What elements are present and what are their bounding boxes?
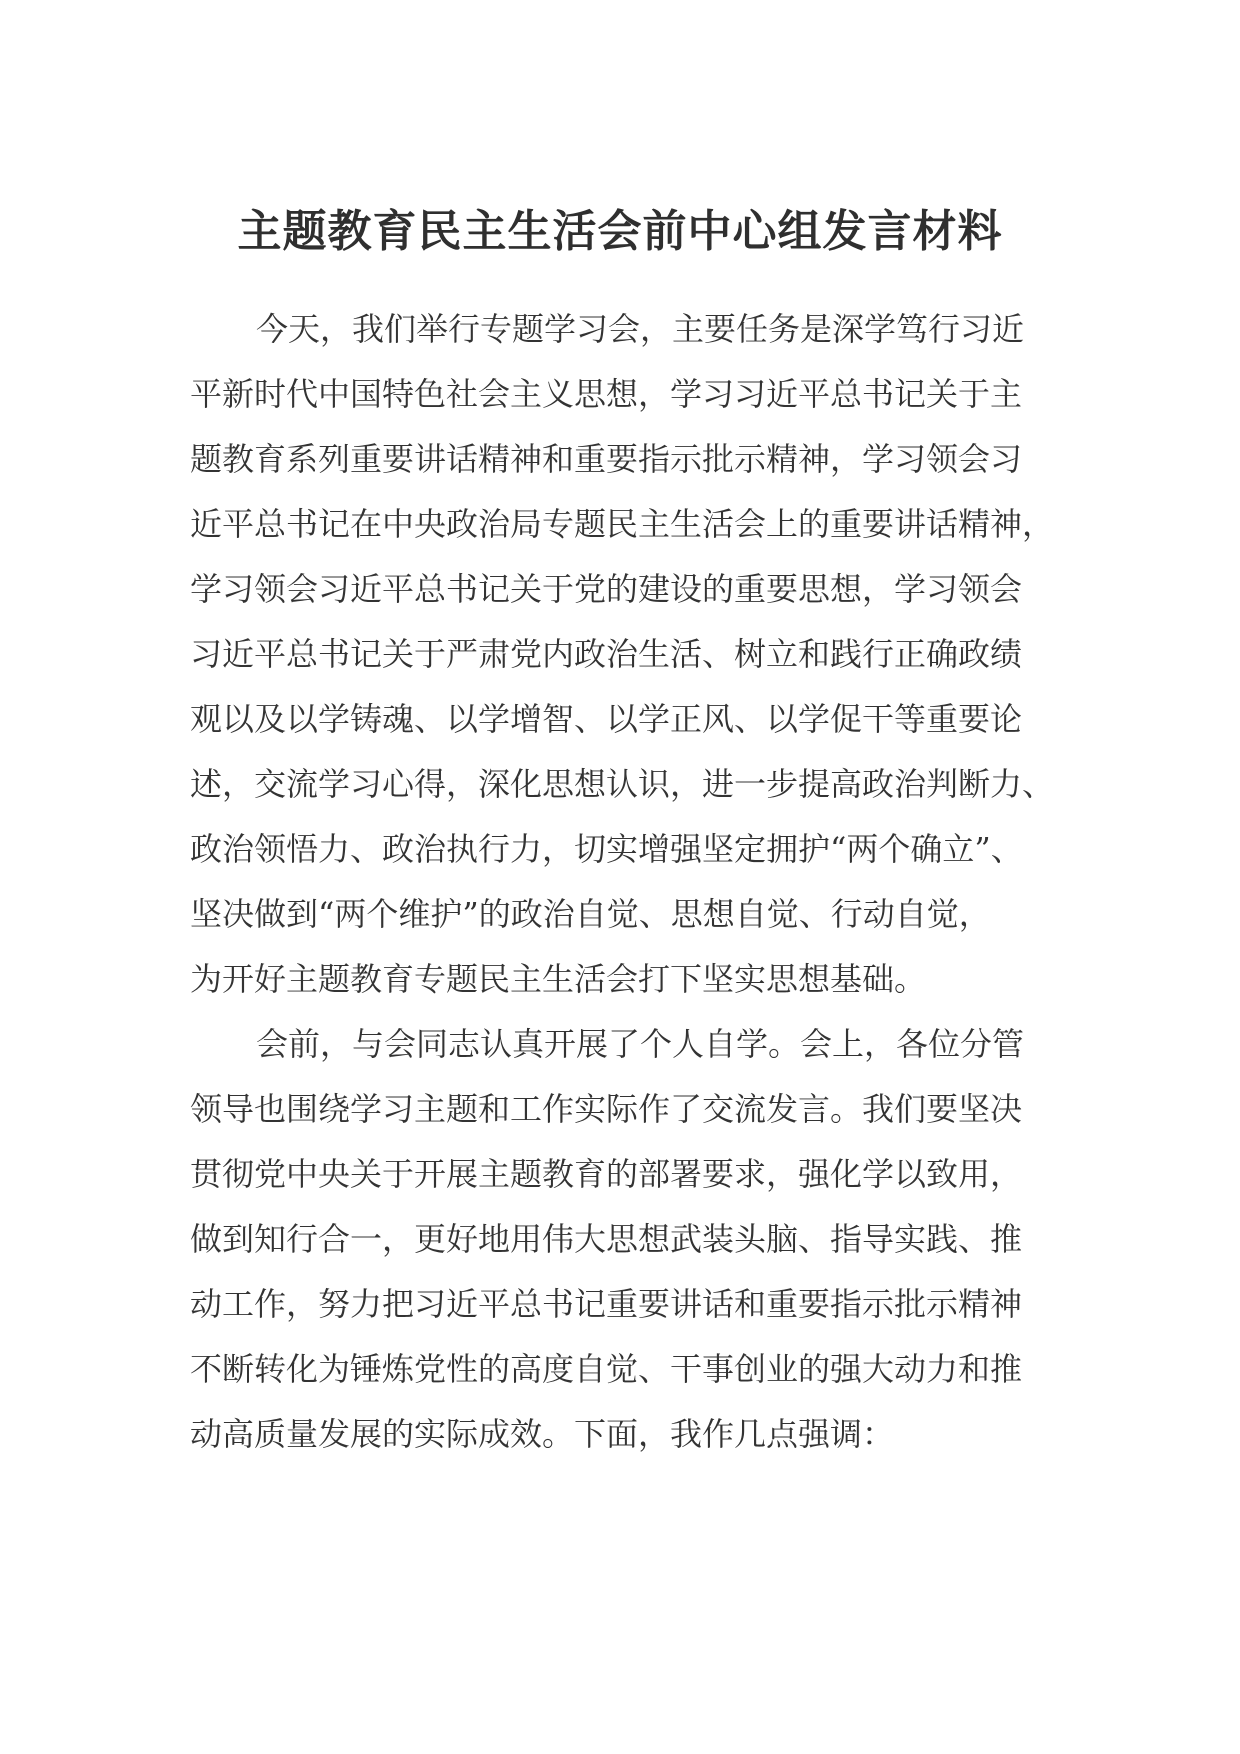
paragraph-line: 领导也围绕学习主题和工作实际作了交流发言。我们要坚决 — [190, 1090, 1023, 1128]
paragraph-line: 近平总书记在中央政治局专题民主生活会上的重要讲话精神， — [190, 505, 1055, 543]
paragraph-opening — [190, 297, 1055, 1012]
paragraph-line: 平新时代中国特色社会主义思想，学习习近平总书记关于主 — [190, 375, 1023, 413]
document-title: 主题教育民主生活会前中心组发言材料 — [237, 206, 1003, 257]
paragraph-line: 贯彻党中央关于开展主题教育的部署要求，强化学以致用， — [190, 1155, 1023, 1193]
paragraph-line: 题教育系列重要讲话精神和重要指示批示精神，学习领会习 — [190, 440, 1023, 478]
paragraph-line: 习近平总书记关于严肃党内政治生活、树立和践行正确政绩 — [190, 635, 1023, 673]
paragraph-line: 今天，我们举行专题学习会，主要任务是深学笃行习近 — [256, 310, 1025, 348]
paragraph-line: 不断转化为锤炼党性的高度自觉、干事创业的强大动力和推 — [190, 1350, 1023, 1388]
paragraph-meeting — [190, 1012, 1050, 1467]
paragraph-line: 动高质量发展的实际成效。下面，我作几点强调： — [190, 1415, 895, 1453]
paragraph-line: 动工作，努力把习近平总书记重要讲话和重要指示批示精神 — [190, 1285, 1023, 1323]
paragraph-line: 为开好主题教育专题民主生活会打下坚实思想基础。 — [190, 960, 927, 998]
paragraph-line: 做到知行合一，更好地用伟大思想武装头脑、指导实践、推 — [190, 1220, 1023, 1258]
paragraph-line: 坚决做到“两个维护”的政治自觉、思想自觉、行动自觉， — [190, 895, 991, 933]
paragraph-line: 观以及以学铸魂、以学增智、以学正风、以学促干等重要论 — [190, 700, 1023, 738]
paragraph-line: 政治领悟力、政治执行力，切实增强坚定拥护“两个确立”、 — [190, 830, 1023, 868]
document-body — [190, 297, 1055, 1467]
paragraph-line: 会前，与会同志认真开展了个人自学。会上，各位分管 — [256, 1025, 1025, 1063]
paragraph-line: 学习领会习近平总书记关于党的建设的重要思想，学习领会 — [190, 570, 1023, 608]
paragraph-line: 述，交流学习心得，深化思想认识，进一步提高政治判断力、 — [190, 765, 1055, 803]
